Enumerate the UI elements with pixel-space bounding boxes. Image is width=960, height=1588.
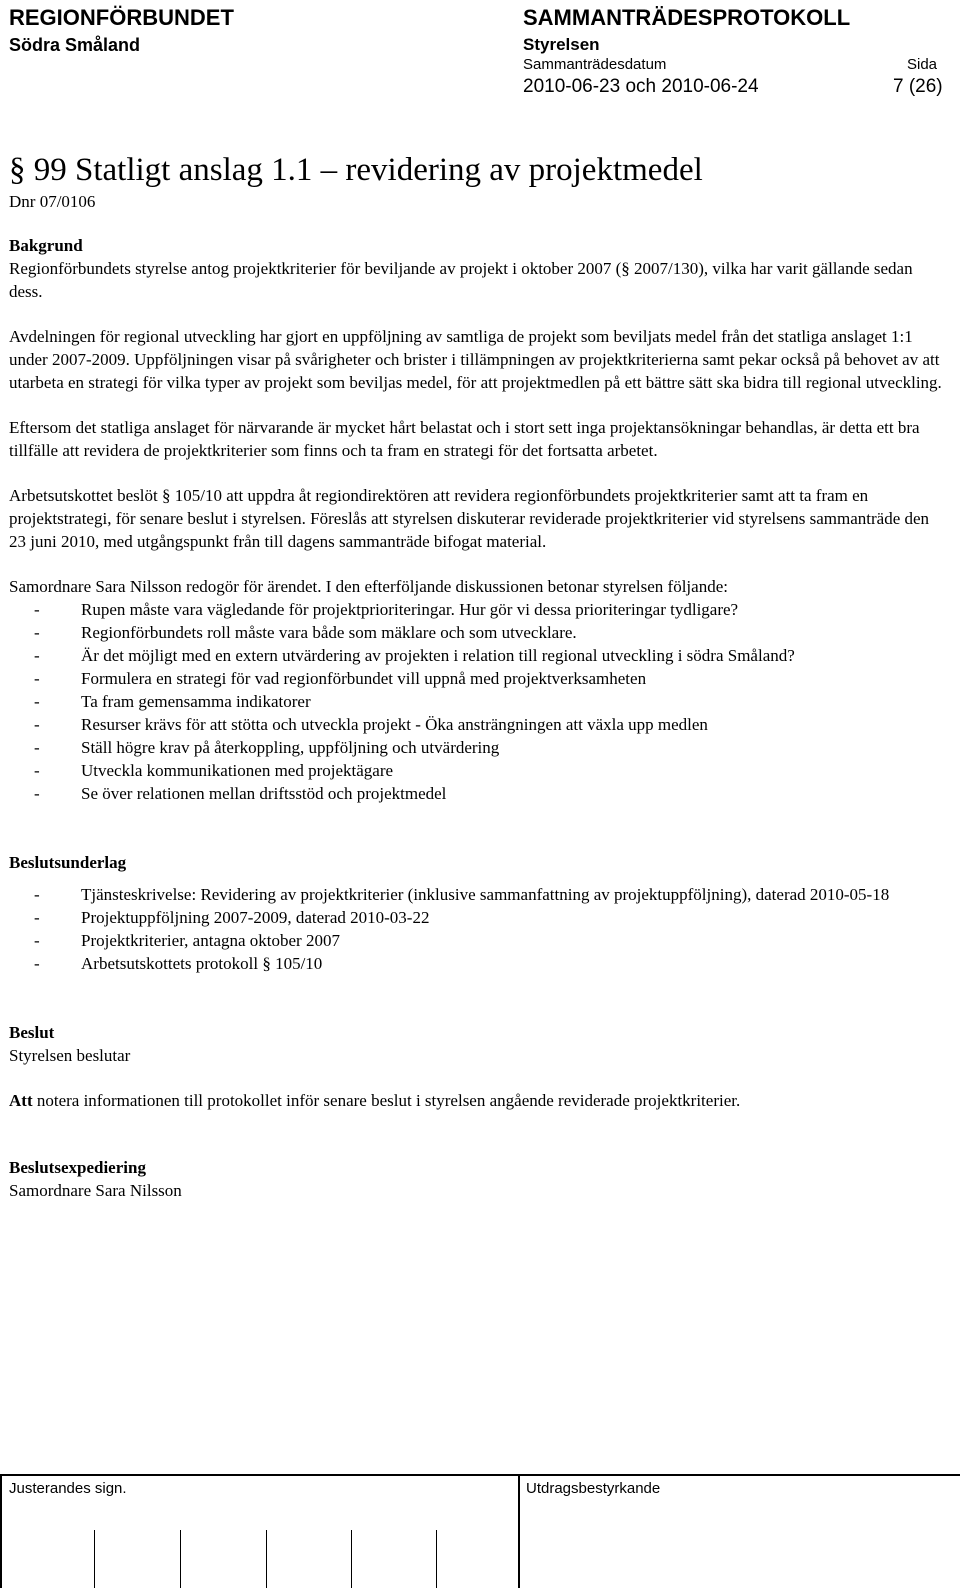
section-heading-beslutsexpediering: Beslutsexpediering <box>9 1158 146 1177</box>
discussion-list <box>9 598 944 805</box>
page-label: Sida <box>907 56 938 73</box>
section-heading-beslut: Beslut <box>9 1023 55 1042</box>
list-item: - Ställ högre krav på återkoppling, uppföljning och utvärdering <box>9 736 944 759</box>
org-region: Södra Småland <box>9 35 141 55</box>
signature-box-line <box>266 1530 267 1588</box>
list-item: - Regionförbundets roll måste vara både som mäklare och som utvecklare. <box>9 621 944 644</box>
section-heading-beslutsunderlag: Beslutsunderlag <box>9 853 127 872</box>
list-item: - Projektkriterier, antagna oktober 2007 <box>9 929 944 952</box>
footer-left-rule <box>0 1474 2 1588</box>
list-item: - Utveckla kommunikationen med projektägare <box>9 759 944 782</box>
decision-text <box>9 1089 944 1112</box>
list-item: - Är det möjligt med en extern utvärdering av projekten i relation till regional utveckling i södra Småland? <box>9 644 944 667</box>
decision-body: notera informationen till protokollet inför senare beslut i styrelsen angående reviderade projektkriterier. <box>32 1091 741 1110</box>
item-title: § 99 Statligt anslag 1.1 – revidering av projektmedel <box>9 152 703 188</box>
signature-box-line <box>180 1530 181 1588</box>
paragraph-discussion-intro: Samordnare Sara Nilsson redogör för ärendet. I den efterföljande diskussionen betonar styrelsen följande: <box>9 577 728 596</box>
page-number: 7 (26) <box>893 76 943 97</box>
paragraph-follow-up: Avdelningen för regional utveckling har gjort en uppföljning av samtliga de projekt som beviljats medel från det statliga anslaget 1:1 under 2007-2009. Uppföljningen visar på svårigheter och brister i tillämpningen av projektkriterierna samt pekar också på behovet av att utarbeta en strategi för vilka typer av projekt som beviljas medel, för att projektmedlen på ett bättre sätt ska bidra till regional utveckling. <box>9 327 942 392</box>
body-name: Styrelsen <box>523 35 600 54</box>
document-type: SAMMANTRÄDESPROTOKOLL <box>523 5 851 30</box>
list-item: - Resurser krävs för att stötta och utveckla projekt - Öka ansträngningen att växla upp medlen <box>9 713 944 736</box>
list-item: - Ta fram gemensamma indikatorer <box>9 690 944 713</box>
list-item: - Formulera en strategi för vad regionförbundet vill uppnå med projektverksamheten <box>9 667 944 690</box>
signature-box-line <box>94 1530 95 1588</box>
meeting-date: 2010-06-23 och 2010-06-24 <box>523 76 759 97</box>
list-item: - Rupen måste vara vägledande för projektprioriteringar. Hur gör vi dessa prioriteringar tydligare? <box>9 598 944 621</box>
diary-number: Dnr 07/0106 <box>9 192 96 211</box>
list-item: - Se över relationen mellan driftsstöd och projektmedel <box>9 782 944 805</box>
paragraph-committee-decision: Arbetsutskottet beslöt § 105/10 att uppdra åt regiondirektören att revidera regionförbundets projektkriterier samt att ta fram en projektstrategi, för senare beslut i styrelsen. Föreslås att styrelsen diskuterar reviderade projektkriterier vid styrelsens sammanträde den 23 juni 2010, med utgångspunkt från till dagens sammanträde bifogat material. <box>9 486 930 551</box>
paragraph-background: Regionförbundets styrelse antog projektkriterier för beviljande av projekt i oktober 2007 (§ 2007/130), vilka har varit gällande sedan dess. <box>9 259 913 301</box>
org-name: REGIONFÖRBUNDET <box>9 5 234 30</box>
meeting-date-label: Sammanträdesdatum <box>523 56 667 73</box>
justerandes-sign-label: Justerandes sign. <box>9 1480 127 1497</box>
paragraph-state-grant: Eftersom det statliga anslaget för närvarande är mycket hårt belastat och i stort sett inga projektansökningar behandlas, är detta ett bra tillfälle att revidera de projektkriterier som finns och ta fram en strategi för det fortsatta arbetet. <box>9 418 920 460</box>
list-item: - Arbetsutskottets protokoll § 105/10 <box>9 952 944 975</box>
footer-divider <box>518 1474 520 1588</box>
decision-att: Att <box>9 1091 33 1110</box>
utdragsbestyrkande-label: Utdragsbestyrkande <box>526 1480 661 1497</box>
decision-intro: Styrelsen beslutar <box>9 1046 131 1065</box>
list-item: - Projektuppföljning 2007-2009, daterad 2010-03-22 <box>9 906 944 929</box>
decision-basis-list <box>9 883 944 975</box>
signature-box-line <box>351 1530 352 1588</box>
section-heading-bakgrund: Bakgrund <box>9 236 83 255</box>
signature-footer <box>0 1474 960 1588</box>
dispatch-recipient: Samordnare Sara Nilsson <box>9 1181 182 1200</box>
footer-top-rule <box>0 1474 960 1476</box>
signature-box-line <box>436 1530 437 1588</box>
minutes-item <box>9 150 944 1202</box>
list-item: - Tjänsteskrivelse: Revidering av projektkriterier (inklusive sammanfattning av projektuppföljning), daterad 2010-05-18 <box>9 883 944 906</box>
